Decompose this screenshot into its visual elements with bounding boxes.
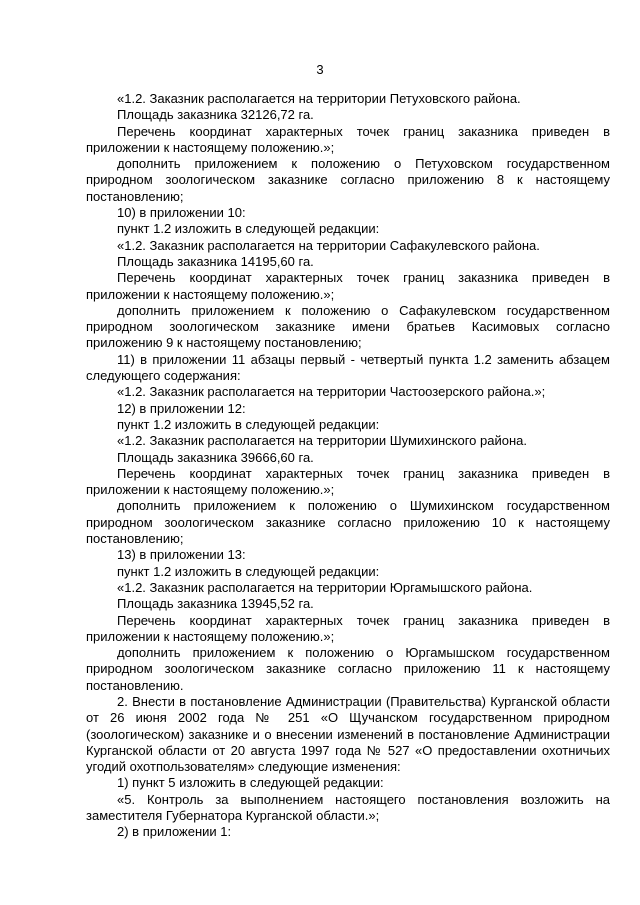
paragraph: Площадь заказника 13945,52 га. [117,596,314,612]
paragraph: дополнить приложением к положению о Шумихинском государственном природном зоологическом заказнике согласно приложению 10 к настоящему постановлению; [86,498,610,547]
paragraph: «1.2. Заказник располагается на территории Сафакулевского района. [117,237,540,253]
paragraph: пункт 1.2 изложить в следующей редакции: [117,563,380,579]
paragraph: Перечень координат характерных точек границ заказника приведен в приложении к настоящему положению.»; [86,465,610,498]
paragraph: пункт 1.2 изложить в следующей редакции: [117,221,380,237]
paragraph: 2) в приложении 1: [117,824,232,840]
paragraph: дополнить приложением к положению о Сафакулевском государственном природном зоологическом заказнике имени братьев Касимовых согласно приложению 9 к настоящему постановлению; [86,302,610,351]
paragraph: «1.2. Заказник располагается на территории Шумихинского района. [117,433,527,449]
paragraph: 2. Внести в постановление Администрации (Правительства) Курганской области от 26 июня 2002 года № 251 «О Щучанском государственном природном (зоологическом) заказнике и о внесении изменений в постановление Администрации Курганской области от 20 августа 1997 года № 527 «О предоставлении охотничьих угодий охотпользователям» следующие изменения: [86,693,610,775]
paragraph: Площадь заказника 32126,72 га. [117,107,314,123]
paragraph: Площадь заказника 14195,60 га. [117,253,314,269]
paragraph: дополнить приложением к положению о Юргамышском государственном природном зоологическом заказнике согласно приложению 11 к настоящему постановлению. [86,645,610,693]
document-body [86,91,610,841]
paragraph: 11) в приложении 11 абзацы первый - четвертый пункта 1.2 заменить абзацем следующего содержания: [86,351,610,384]
page-number: 3 [316,62,324,77]
paragraph: Перечень координат характерных точек границ заказника приведен в приложении к настоящему положению.»; [86,612,610,644]
paragraph: дополнить приложением к положению о Петуховском государственном природном зоологическом заказнике согласно приложению 8 к настоящему постановлению; [86,156,610,204]
paragraph: пункт 1.2 изложить в следующей редакции: [117,416,380,432]
paragraph: Перечень координат характерных точек границ заказника приведен в приложении к настоящему положению.»; [86,270,610,302]
paragraph: 12) в приложении 12: [117,400,246,416]
paragraph: 13) в приложении 13: [117,547,246,563]
paragraph: 1) пункт 5 изложить в следующей редакции: [117,775,384,791]
paragraph: Перечень координат характерных точек границ заказника приведен в приложении к настоящему положению.»; [86,123,610,155]
paragraph: Площадь заказника 39666,60 га. [117,449,314,465]
paragraph: «1.2. Заказник располагается на территории Юргамышского района. [117,579,533,595]
paragraph: 10) в приложении 10: [117,205,246,221]
paragraph: «1.2. Заказник располагается на территории Петуховского района. [117,91,521,106]
paragraph: «5. Контроль за выполнением настоящего постановления возложить на заместителя Губернатора Курганской области.»; [86,791,610,824]
paragraph: «1.2. Заказник располагается на территории Частоозерского района.»; [117,384,546,400]
